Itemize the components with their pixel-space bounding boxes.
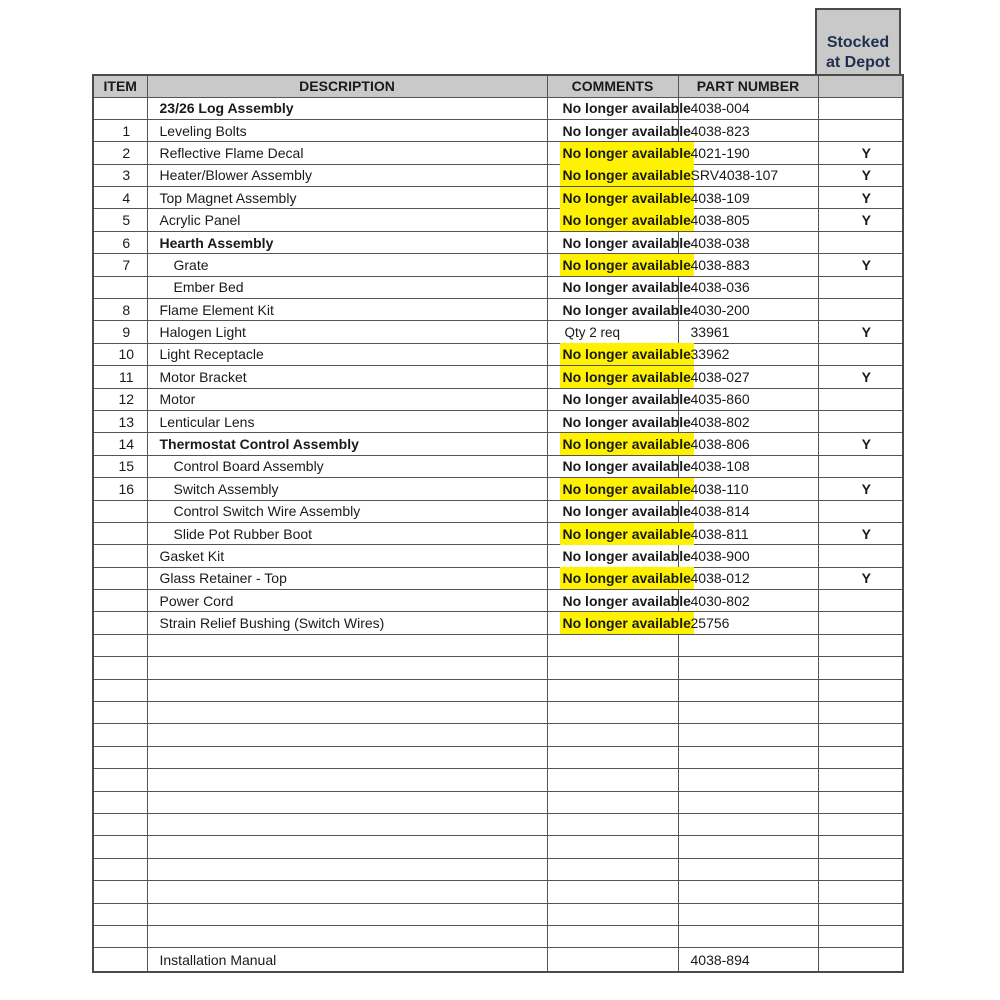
table-row bbox=[93, 388, 903, 410]
table-row bbox=[93, 679, 903, 701]
table-row bbox=[93, 545, 903, 567]
stocked-cell: Y bbox=[818, 164, 903, 186]
table-row bbox=[93, 366, 903, 388]
description-cell bbox=[147, 814, 547, 836]
stocked-cell: Y bbox=[818, 254, 903, 276]
part-number-cell bbox=[678, 814, 818, 836]
item-number-cell bbox=[93, 545, 147, 567]
comment-cell bbox=[547, 321, 678, 343]
item-number-cell bbox=[93, 522, 147, 544]
highlighted-comment: No longer available bbox=[560, 433, 694, 455]
table-row bbox=[93, 209, 903, 231]
table-row bbox=[93, 433, 903, 455]
description-cell bbox=[147, 925, 547, 947]
item-number-cell: 8 bbox=[93, 299, 147, 321]
stocked-cell bbox=[818, 925, 903, 947]
comment-cell bbox=[547, 858, 678, 880]
description-cell: Acrylic Panel bbox=[147, 209, 547, 231]
part-number-cell: 4038-012 bbox=[678, 567, 818, 589]
description-cell: Leveling Bolts bbox=[147, 119, 547, 141]
stocked-cell bbox=[818, 119, 903, 141]
description-cell: Reflective Flame Decal bbox=[147, 142, 547, 164]
part-number-cell: 4038-109 bbox=[678, 187, 818, 209]
part-number-cell bbox=[678, 858, 818, 880]
comment-cell bbox=[547, 881, 678, 903]
highlighted-comment: No longer available bbox=[560, 142, 694, 164]
description-cell: Heater/Blower Assembly bbox=[147, 164, 547, 186]
comment-cell bbox=[547, 410, 691, 432]
item-number-cell: 16 bbox=[93, 478, 147, 500]
stocked-cell bbox=[818, 97, 903, 119]
description-cell bbox=[147, 679, 547, 701]
highlighted-comment: No longer available bbox=[560, 567, 694, 589]
description-cell: 23/26 Log Assembly bbox=[147, 97, 547, 119]
part-number-cell: 4038-811 bbox=[678, 522, 818, 544]
stocked-cell bbox=[818, 388, 903, 410]
item-number-cell bbox=[93, 634, 147, 656]
highlighted-comment: No longer available bbox=[560, 366, 694, 388]
table-row bbox=[93, 119, 903, 141]
part-number-cell: 4038-900 bbox=[678, 545, 818, 567]
comment-text: No longer available bbox=[562, 279, 691, 296]
table-row bbox=[93, 903, 903, 925]
comment-text: No longer available bbox=[562, 391, 691, 408]
comment-cell bbox=[547, 254, 691, 276]
item-number-cell bbox=[93, 903, 147, 925]
part-number-cell: 4035-860 bbox=[678, 388, 818, 410]
description-cell bbox=[147, 724, 547, 746]
comment-cell bbox=[547, 948, 678, 972]
comment-cell bbox=[547, 366, 691, 388]
table-row bbox=[93, 231, 903, 253]
stocked-cell bbox=[818, 500, 903, 522]
stocked-cell bbox=[818, 724, 903, 746]
stocked-cell bbox=[818, 590, 903, 612]
comment-cell bbox=[547, 925, 678, 947]
parts-table bbox=[92, 74, 904, 973]
table-row bbox=[93, 612, 903, 634]
comment-cell bbox=[547, 500, 691, 522]
table-header-row bbox=[93, 75, 903, 97]
description-cell bbox=[147, 657, 547, 679]
stocked-cell bbox=[818, 343, 903, 365]
table-row bbox=[93, 702, 903, 724]
stocked-cell bbox=[818, 791, 903, 813]
part-number-cell bbox=[678, 657, 818, 679]
stocked-cell bbox=[818, 612, 903, 634]
comment-cell bbox=[547, 657, 678, 679]
description-cell: Installation Manual bbox=[147, 948, 547, 972]
part-number-cell: 4030-200 bbox=[678, 299, 818, 321]
table-row bbox=[93, 858, 903, 880]
item-number-cell: 2 bbox=[93, 142, 147, 164]
comment-cell bbox=[547, 702, 678, 724]
comment-cell bbox=[547, 634, 678, 656]
table-row bbox=[93, 948, 903, 972]
item-number-cell bbox=[93, 612, 147, 634]
table-row bbox=[93, 321, 903, 343]
description-cell: Hearth Assembly bbox=[147, 231, 547, 253]
description-cell bbox=[147, 858, 547, 880]
comment-cell bbox=[547, 612, 691, 634]
part-number-cell: 4038-004 bbox=[678, 97, 818, 119]
table-row bbox=[93, 522, 903, 544]
comment-cell bbox=[547, 343, 691, 365]
part-number-cell: 4038-038 bbox=[678, 231, 818, 253]
item-number-cell bbox=[93, 769, 147, 791]
comment-cell bbox=[547, 299, 691, 321]
description-cell bbox=[147, 769, 547, 791]
table-row bbox=[93, 478, 903, 500]
part-number-cell: 4030-802 bbox=[678, 590, 818, 612]
description-cell: Control Board Assembly bbox=[147, 455, 547, 477]
description-cell bbox=[147, 903, 547, 925]
item-number-cell: 6 bbox=[93, 231, 147, 253]
stocked-cell bbox=[818, 948, 903, 972]
stocked-cell: Y bbox=[818, 209, 903, 231]
comment-cell bbox=[547, 142, 691, 164]
comment-text: No longer available bbox=[562, 458, 691, 475]
item-number-cell bbox=[93, 500, 147, 522]
comment-text: No longer available bbox=[562, 301, 691, 318]
item-number-cell bbox=[93, 567, 147, 589]
table-row bbox=[93, 881, 903, 903]
item-number-cell: 14 bbox=[93, 433, 147, 455]
item-number-cell: 11 bbox=[93, 366, 147, 388]
stocked-cell bbox=[818, 836, 903, 858]
highlighted-comment: No longer available bbox=[560, 343, 694, 365]
item-number-cell bbox=[93, 814, 147, 836]
item-number-cell bbox=[93, 858, 147, 880]
part-number-cell bbox=[678, 791, 818, 813]
table-row bbox=[93, 657, 903, 679]
item-number-cell: 4 bbox=[93, 187, 147, 209]
table-row bbox=[93, 746, 903, 768]
stocked-cell bbox=[818, 814, 903, 836]
table-row bbox=[93, 925, 903, 947]
comment-text: No longer available bbox=[562, 100, 691, 117]
description-cell: Gasket Kit bbox=[147, 545, 547, 567]
item-number-cell: 10 bbox=[93, 343, 147, 365]
item-number-cell bbox=[93, 724, 147, 746]
description-cell: Motor bbox=[147, 388, 547, 410]
stocked-cell bbox=[818, 881, 903, 903]
table-row bbox=[93, 187, 903, 209]
description-cell: Switch Assembly bbox=[147, 478, 547, 500]
stocked-cell: Y bbox=[818, 366, 903, 388]
table-row bbox=[93, 769, 903, 791]
item-number-cell bbox=[93, 746, 147, 768]
stocked-header-line2: at Depot bbox=[826, 54, 890, 71]
highlighted-comment: No longer available bbox=[560, 187, 694, 209]
part-number-cell: 4038-806 bbox=[678, 433, 818, 455]
table-row bbox=[93, 724, 903, 746]
comment-cell bbox=[547, 209, 691, 231]
parts-table-body bbox=[93, 97, 903, 972]
part-number-cell: 4038-805 bbox=[678, 209, 818, 231]
stocked-column-header-cell bbox=[818, 75, 903, 97]
comment-cell bbox=[547, 567, 691, 589]
comment-cell bbox=[547, 276, 691, 298]
item-number-cell bbox=[93, 881, 147, 903]
description-cell bbox=[147, 634, 547, 656]
part-number-cell bbox=[678, 903, 818, 925]
stocked-cell: Y bbox=[818, 142, 903, 164]
stocked-cell bbox=[818, 545, 903, 567]
part-number-cell: 4038-814 bbox=[678, 500, 818, 522]
description-cell: Glass Retainer - Top bbox=[147, 567, 547, 589]
item-number-cell bbox=[93, 791, 147, 813]
stocked-cell bbox=[818, 769, 903, 791]
stocked-cell bbox=[818, 455, 903, 477]
description-cell: Flame Element Kit bbox=[147, 299, 547, 321]
stocked-cell bbox=[818, 299, 903, 321]
stocked-cell bbox=[818, 702, 903, 724]
item-number-cell bbox=[93, 97, 147, 119]
table-row bbox=[93, 276, 903, 298]
table-row bbox=[93, 164, 903, 186]
part-number-cell bbox=[678, 634, 818, 656]
item-number-cell bbox=[93, 948, 147, 972]
stocked-cell bbox=[818, 746, 903, 768]
description-cell: Ember Bed bbox=[147, 276, 547, 298]
comment-cell bbox=[547, 455, 691, 477]
item-number-cell bbox=[93, 702, 147, 724]
stocked-cell: Y bbox=[818, 478, 903, 500]
part-number-cell: 4038-108 bbox=[678, 455, 818, 477]
stocked-cell: Y bbox=[818, 433, 903, 455]
comment-cell bbox=[547, 590, 691, 612]
comment-text: No longer available bbox=[562, 592, 691, 609]
item-number-cell bbox=[93, 657, 147, 679]
part-number-cell: 4038-823 bbox=[678, 119, 818, 141]
comment-text: Qty 2 req bbox=[564, 324, 621, 340]
item-number-cell bbox=[93, 590, 147, 612]
table-row bbox=[93, 343, 903, 365]
table-row bbox=[93, 500, 903, 522]
comment-cell bbox=[547, 187, 691, 209]
stocked-cell bbox=[818, 231, 903, 253]
description-cell bbox=[147, 746, 547, 768]
item-number-cell: 3 bbox=[93, 164, 147, 186]
part-number-cell bbox=[678, 836, 818, 858]
comment-text: No longer available bbox=[562, 503, 691, 520]
stocked-cell: Y bbox=[818, 187, 903, 209]
stocked-cell: Y bbox=[818, 567, 903, 589]
stocked-cell bbox=[818, 858, 903, 880]
description-cell: Motor Bracket bbox=[147, 366, 547, 388]
highlighted-comment: No longer available bbox=[560, 254, 694, 276]
comment-cell bbox=[547, 836, 678, 858]
description-cell: Thermostat Control Assembly bbox=[147, 433, 547, 455]
comment-cell bbox=[547, 388, 691, 410]
item-number-cell bbox=[93, 925, 147, 947]
comment-cell bbox=[547, 97, 691, 119]
stocked-cell bbox=[818, 410, 903, 432]
comment-cell bbox=[547, 814, 678, 836]
comment-cell bbox=[547, 791, 678, 813]
item-number-cell: 12 bbox=[93, 388, 147, 410]
highlighted-comment: No longer available bbox=[560, 478, 694, 500]
table-row bbox=[93, 142, 903, 164]
item-number-cell: 9 bbox=[93, 321, 147, 343]
description-cell: Power Cord bbox=[147, 590, 547, 612]
item-number-cell bbox=[93, 679, 147, 701]
comment-cell bbox=[547, 769, 678, 791]
table-row bbox=[93, 410, 903, 432]
table-row bbox=[93, 299, 903, 321]
comment-cell bbox=[547, 231, 691, 253]
table-row bbox=[93, 814, 903, 836]
part-number-cell: 4038-110 bbox=[678, 478, 818, 500]
comment-text: No longer available bbox=[562, 413, 691, 430]
comment-text: No longer available bbox=[562, 234, 691, 251]
item-number-cell: 7 bbox=[93, 254, 147, 276]
stocked-header-line1: Stocked bbox=[826, 34, 890, 51]
table-row bbox=[93, 836, 903, 858]
part-number-cell bbox=[678, 881, 818, 903]
description-cell: Lenticular Lens bbox=[147, 410, 547, 432]
comment-cell bbox=[547, 522, 691, 544]
stocked-cell bbox=[818, 903, 903, 925]
part-number-cell: 33961 bbox=[678, 321, 818, 343]
description-cell bbox=[147, 881, 547, 903]
comment-cell bbox=[547, 724, 678, 746]
comments-column-header: COMMENTS bbox=[547, 75, 678, 97]
highlighted-comment: No longer available bbox=[560, 612, 694, 634]
description-cell: Strain Relief Bushing (Switch Wires) bbox=[147, 612, 547, 634]
part-number-cell bbox=[678, 925, 818, 947]
table-row bbox=[93, 791, 903, 813]
table-row bbox=[93, 97, 903, 119]
comment-cell bbox=[547, 164, 691, 186]
comment-cell bbox=[547, 545, 691, 567]
comment-cell bbox=[547, 478, 691, 500]
part-number-cell: 25756 bbox=[678, 612, 818, 634]
table-row bbox=[93, 590, 903, 612]
table-row bbox=[93, 634, 903, 656]
comment-cell bbox=[547, 433, 691, 455]
table-row bbox=[93, 455, 903, 477]
item-column-header: ITEM bbox=[93, 75, 147, 97]
comment-cell bbox=[547, 903, 678, 925]
item-number-cell bbox=[93, 276, 147, 298]
description-cell: Slide Pot Rubber Boot bbox=[147, 522, 547, 544]
description-cell: Halogen Light bbox=[147, 321, 547, 343]
description-cell: Top Magnet Assembly bbox=[147, 187, 547, 209]
part-number-cell: 4038-027 bbox=[678, 366, 818, 388]
part-number-cell: 33962 bbox=[678, 343, 818, 365]
description-column-header: DESCRIPTION bbox=[147, 75, 547, 97]
table-row bbox=[93, 254, 903, 276]
table-row bbox=[93, 567, 903, 589]
description-cell bbox=[147, 702, 547, 724]
comment-text: No longer available bbox=[562, 122, 691, 139]
description-cell: Control Switch Wire Assembly bbox=[147, 500, 547, 522]
part-number-cell: 4038-036 bbox=[678, 276, 818, 298]
item-number-cell: 13 bbox=[93, 410, 147, 432]
part-number-column-header: PART NUMBER bbox=[678, 75, 818, 97]
stocked-cell bbox=[818, 657, 903, 679]
item-number-cell: 15 bbox=[93, 455, 147, 477]
comment-cell bbox=[547, 119, 691, 141]
part-number-cell bbox=[678, 746, 818, 768]
item-number-cell: 5 bbox=[93, 209, 147, 231]
comment-text: No longer available bbox=[562, 548, 691, 564]
part-number-cell bbox=[678, 679, 818, 701]
part-number-cell bbox=[678, 724, 818, 746]
description-cell: Light Receptacle bbox=[147, 343, 547, 365]
part-number-cell: 4021-190 bbox=[678, 142, 818, 164]
part-number-cell: SRV4038-107 bbox=[678, 164, 818, 186]
part-number-cell: 4038-802 bbox=[678, 410, 818, 432]
highlighted-comment: No longer available bbox=[560, 209, 694, 231]
description-cell bbox=[147, 836, 547, 858]
comment-cell bbox=[547, 746, 678, 768]
stocked-cell bbox=[818, 679, 903, 701]
description-cell bbox=[147, 791, 547, 813]
stocked-cell bbox=[818, 634, 903, 656]
part-number-cell: 4038-883 bbox=[678, 254, 818, 276]
item-number-cell bbox=[93, 836, 147, 858]
highlighted-comment: No longer available bbox=[560, 164, 694, 186]
stocked-cell: Y bbox=[818, 522, 903, 544]
part-number-cell bbox=[678, 769, 818, 791]
stocked-cell bbox=[818, 276, 903, 298]
part-number-cell bbox=[678, 702, 818, 724]
part-number-cell: 4038-894 bbox=[678, 948, 818, 972]
item-number-cell: 1 bbox=[93, 119, 147, 141]
stocked-cell: Y bbox=[818, 321, 903, 343]
highlighted-comment: No longer available bbox=[560, 523, 694, 545]
comment-cell bbox=[547, 679, 678, 701]
description-cell: Grate bbox=[147, 254, 547, 276]
